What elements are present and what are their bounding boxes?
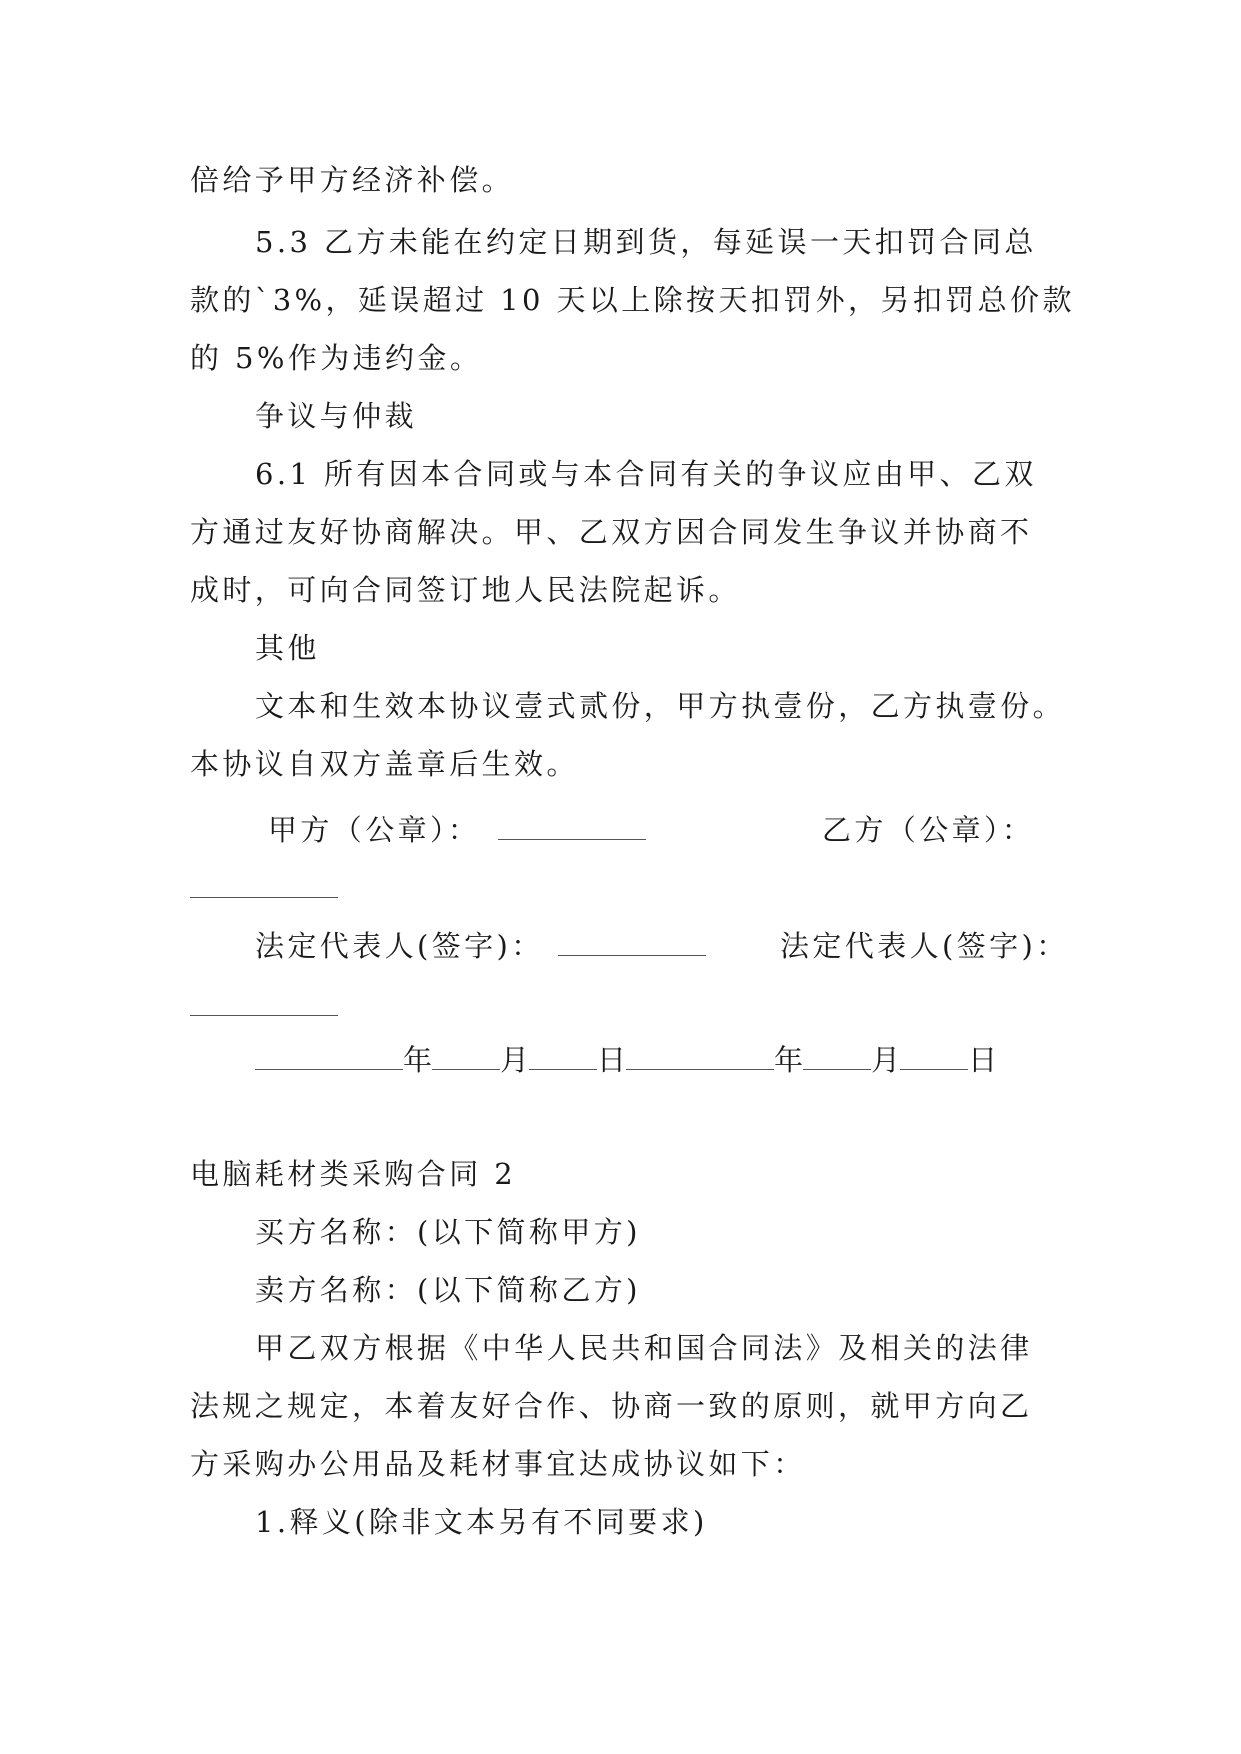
paragraph-line: 法规之规定，本着友好合作、协商一致的原则，就甲方向乙	[190, 1389, 1033, 1423]
day-label: 日	[968, 1043, 998, 1077]
party-b-seal-blank[interactable]	[190, 868, 340, 908]
paragraph-line: 甲乙双方根据《中华人民共和国合同法》及相关的法律	[255, 1331, 1033, 1365]
party-a-seal-blank[interactable]	[498, 810, 648, 850]
paragraph-line: 本协议自双方盖章后生效。	[190, 747, 579, 781]
paragraph-line: 成时，可向合同签订地人民法院起诉。	[190, 573, 741, 607]
section-heading-dispute: 争议与仲裁	[255, 399, 418, 433]
day-blank-b[interactable]	[900, 1043, 968, 1070]
year-blank-a[interactable]	[255, 1043, 403, 1070]
day-blank-a[interactable]	[529, 1043, 597, 1070]
paragraph-line: 文本和生效本协议壹式贰份，甲方执壹份，乙方执壹份。	[255, 689, 1066, 723]
paragraph-line: 款的`3%，延误超过 10 天以上除按天扣罚外，另扣罚总价款	[190, 283, 1075, 317]
date-line	[255, 1040, 1015, 1080]
section-heading-other: 其他	[255, 631, 320, 665]
party-b-rep-blank[interactable]	[190, 986, 340, 1026]
month-blank-b[interactable]	[803, 1043, 871, 1070]
day-label: 日	[597, 1043, 627, 1077]
party-a-rep-label: 法定代表人(签字)：	[255, 929, 544, 963]
party-b-seal-label: 乙方（公章）：	[822, 813, 1035, 847]
clause-5-3: 5.3 乙方未能在约定日期到货，每延误一天扣罚合同总	[255, 225, 1037, 259]
section-heading-definitions: 1.释义(除非文本另有不同要求)	[255, 1505, 708, 1539]
month-label: 月	[500, 1043, 530, 1077]
paragraph-line: 方采购办公用品及耗材事宜达成协议如下：	[190, 1447, 806, 1481]
buyer-name: 买方名称：(以下简称甲方)	[255, 1215, 641, 1249]
year-label: 年	[403, 1043, 433, 1077]
party-a-rep-blank[interactable]	[558, 926, 708, 966]
month-label: 月	[871, 1043, 901, 1077]
party-b-rep-label: 法定代表人(签字)：	[780, 929, 1069, 963]
clause-6-1: 6.1 所有因本合同或与本合同有关的争议应由甲、乙双	[255, 457, 1037, 491]
document-title: 电脑耗材类采购合同 2	[190, 1157, 517, 1191]
seller-name: 卖方名称：(以下简称乙方)	[255, 1273, 641, 1307]
paragraph-line: 倍给予甲方经济补偿。	[190, 163, 515, 197]
paragraph-line: 方通过友好协商解决。甲、乙双方因合同发生争议并协商不	[190, 515, 1033, 549]
year-blank-b[interactable]	[626, 1043, 774, 1070]
month-blank-a[interactable]	[432, 1043, 500, 1070]
paragraph-line: 的 5%作为违约金。	[190, 341, 483, 375]
year-label: 年	[774, 1043, 804, 1077]
party-a-seal-label: 甲方（公章）：	[268, 813, 481, 847]
